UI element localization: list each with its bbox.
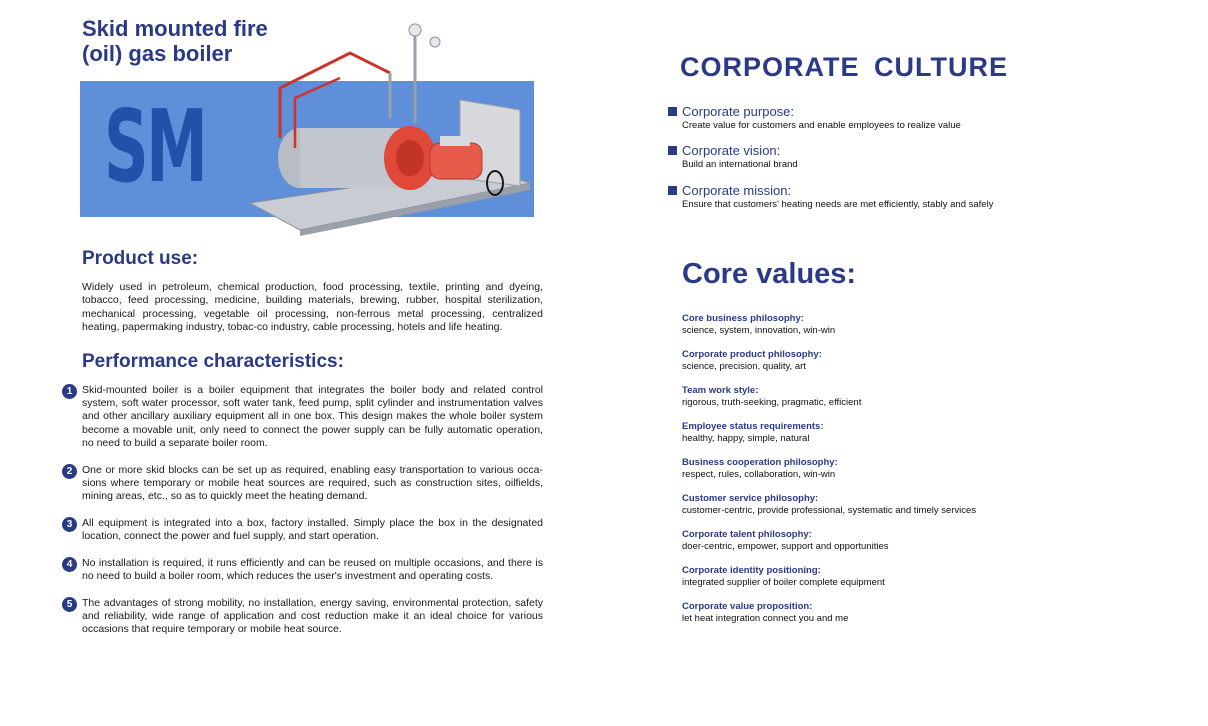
core-value-heading: Corporate value proposition: [682, 601, 813, 612]
core-value-text: healthy, happy, simple, natural [682, 433, 810, 444]
core-value-heading: Team work style: [682, 385, 759, 396]
culture-item-heading: Corporate mission: [682, 183, 792, 198]
product-use-heading: Product use: [82, 248, 199, 269]
feature-text: The advantages of strong mobility, no installation, energy saving, environmental protection, safety and reliability, wide range of application and cost reduction make it an ideal choice for various occasions that require temporary or mobile heat source. [82, 597, 543, 636]
core-values-title: Core values: [682, 258, 857, 290]
performance-heading: Performance characteristics: [82, 351, 344, 372]
core-value-item [682, 421, 824, 445]
square-bullet-icon [668, 186, 677, 195]
core-value-item [682, 313, 835, 337]
number-badge: 3 [62, 517, 77, 532]
number-badge: 4 [62, 557, 77, 572]
feature-text: All equipment is integrated into a box, factory installed. Simply place the box in the designated location, connect the power and fuel supply, and start operation. [82, 517, 543, 543]
core-value-text: rigorous, truth-seeking, pragmatic, efficient [682, 397, 862, 408]
number-badge: 1 [62, 384, 77, 399]
culture-item-text: Create value for customers and enable employees to realize value [682, 120, 961, 131]
core-value-heading: Corporate identity positioning: [682, 565, 821, 576]
core-value-text: respect, rules, collaboration, win-win [682, 469, 836, 480]
core-value-text: let heat integration connect you and me [682, 613, 849, 624]
corporate-culture-title: CORPORATE CULTURE [680, 52, 1008, 82]
core-value-item [682, 529, 888, 553]
core-value-heading: Business cooperation philosophy: [682, 457, 838, 468]
product-title: Skid mounted fire (oil) gas boiler [82, 16, 268, 66]
culture-item-heading: Corporate vision: [682, 143, 781, 158]
feature-text: Skid-mounted boiler is a boiler equipment that integrates the boiler body and related control system, soft water processor, soft water tank, feed pump, split cylinder and instrumentation valves and other ancillary auxiliary equipment all in one box. This design makes the whole boiler system become a movable unit, only need to connect the power supply can be fully automatic operation, no need to build a separate boiler room. [82, 384, 543, 449]
core-value-item [682, 601, 848, 625]
square-bullet-icon [668, 107, 677, 116]
core-value-text: customer-centric, provide professional, systematic and timely services [682, 505, 977, 516]
core-value-item [682, 457, 838, 481]
feature-text: No installation is required, it runs efficiently and can be reused on multiple occasions, and there is no need to build a boiler room, which reduces the user's investment and operating costs. [82, 557, 543, 583]
core-value-text: science, precision, quality, art [682, 361, 806, 372]
core-value-text: integrated supplier of boiler complete equipment [682, 577, 885, 588]
square-bullet-icon [668, 146, 677, 155]
culture-item-text: Build an international brand [682, 159, 798, 170]
core-value-item [682, 349, 822, 373]
product-code: SM [104, 88, 206, 205]
core-value-heading: Customer service philosophy: [682, 493, 819, 504]
number-badge: 2 [62, 464, 77, 479]
core-value-heading: Corporate product philosophy: [682, 349, 822, 360]
feature-text: One or more skid blocks can be set up as required, enabling easy transportation to various occa-sions where temporary or mobile heat sources are required, such as construction sites, oilfields, mining areas, etc., so as to quickly meet the heating demand. [82, 464, 543, 503]
culture-item-text: Ensure that customers' heating needs are met efficiently, stably and safely [682, 199, 994, 210]
core-value-text: doer-centric, empower, support and opportunities [682, 541, 889, 552]
core-value-item [682, 565, 885, 589]
boiler-illustration [240, 18, 536, 236]
product-use-text: Widely used in petroleum, chemical production, food processing, textile, printing and dyeing, tobacco, feed processing, medicine, building materials, brewing, rubber, hospital sterilization, mechanical processing, vegetable oil processing, non-ferrous metal processing, centralized heating, papermaking industry, tobac-co industry, cable processing, hotels and life heating. [82, 281, 543, 334]
culture-item-heading: Corporate purpose: [682, 104, 795, 119]
core-value-heading: Employee status requirements: [682, 421, 824, 432]
core-value-heading: Core business philosophy: [682, 313, 804, 324]
core-value-item [682, 385, 861, 409]
core-value-item [682, 493, 976, 517]
core-value-heading: Corporate talent philosophy: [682, 529, 812, 540]
number-badge: 5 [62, 597, 77, 612]
core-value-text: science, system, innovation, win-win [682, 325, 836, 336]
